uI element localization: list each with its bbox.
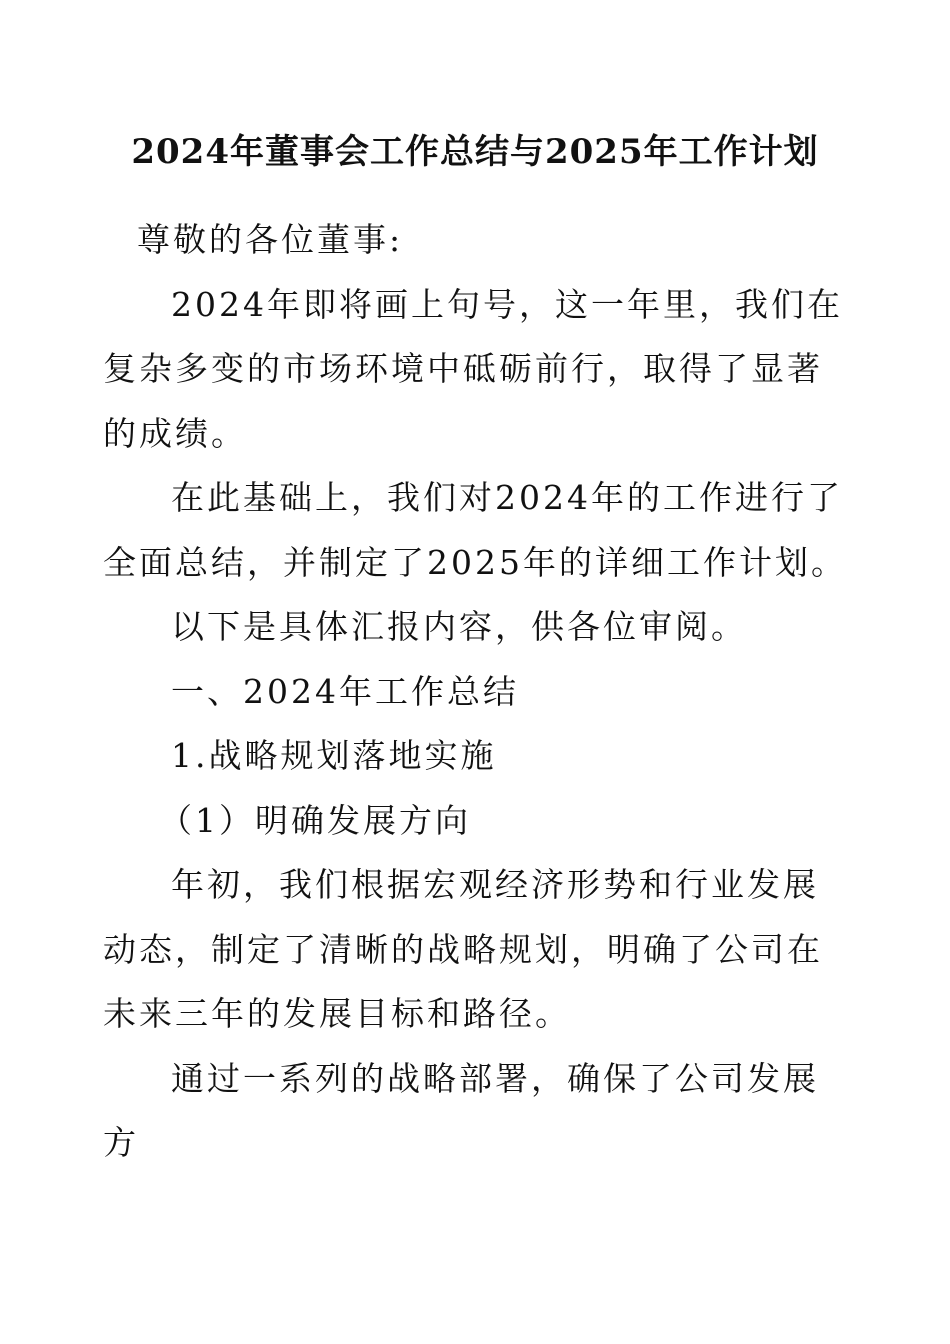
paragraph: 2024年即将画上句号，这一年里，我们在复杂多变的市场环境中砥砺前行，取得了显著的成绩。 bbox=[103, 284, 843, 453]
document-title: 2024年董事会工作总结与2025年工作计划 bbox=[131, 132, 819, 172]
document-body bbox=[103, 208, 851, 1176]
salutation: 尊敬的各位董事: bbox=[137, 220, 404, 259]
section-heading: 一、2024年工作总结 bbox=[171, 671, 519, 711]
subsection-heading: 1.战略规划落地实施 bbox=[171, 736, 497, 775]
paragraph: 通过一系列的战略部署，确保了公司发展方 bbox=[103, 1058, 819, 1162]
paragraph: 以下是具体汇报内容，供各位审阅。 bbox=[171, 607, 747, 646]
paragraph: 年初，我们根据宏观经济形势和行业发展动态，制定了清晰的战略规划，明确了公司在未来三年的发展目标和路径。 bbox=[103, 865, 823, 1033]
item-heading: （1）明确发展方向 bbox=[159, 800, 471, 840]
paragraph: 在此基础上，我们对2024年的工作进行了全面总结，并制定了2025年的详细工作计划。 bbox=[103, 478, 847, 582]
